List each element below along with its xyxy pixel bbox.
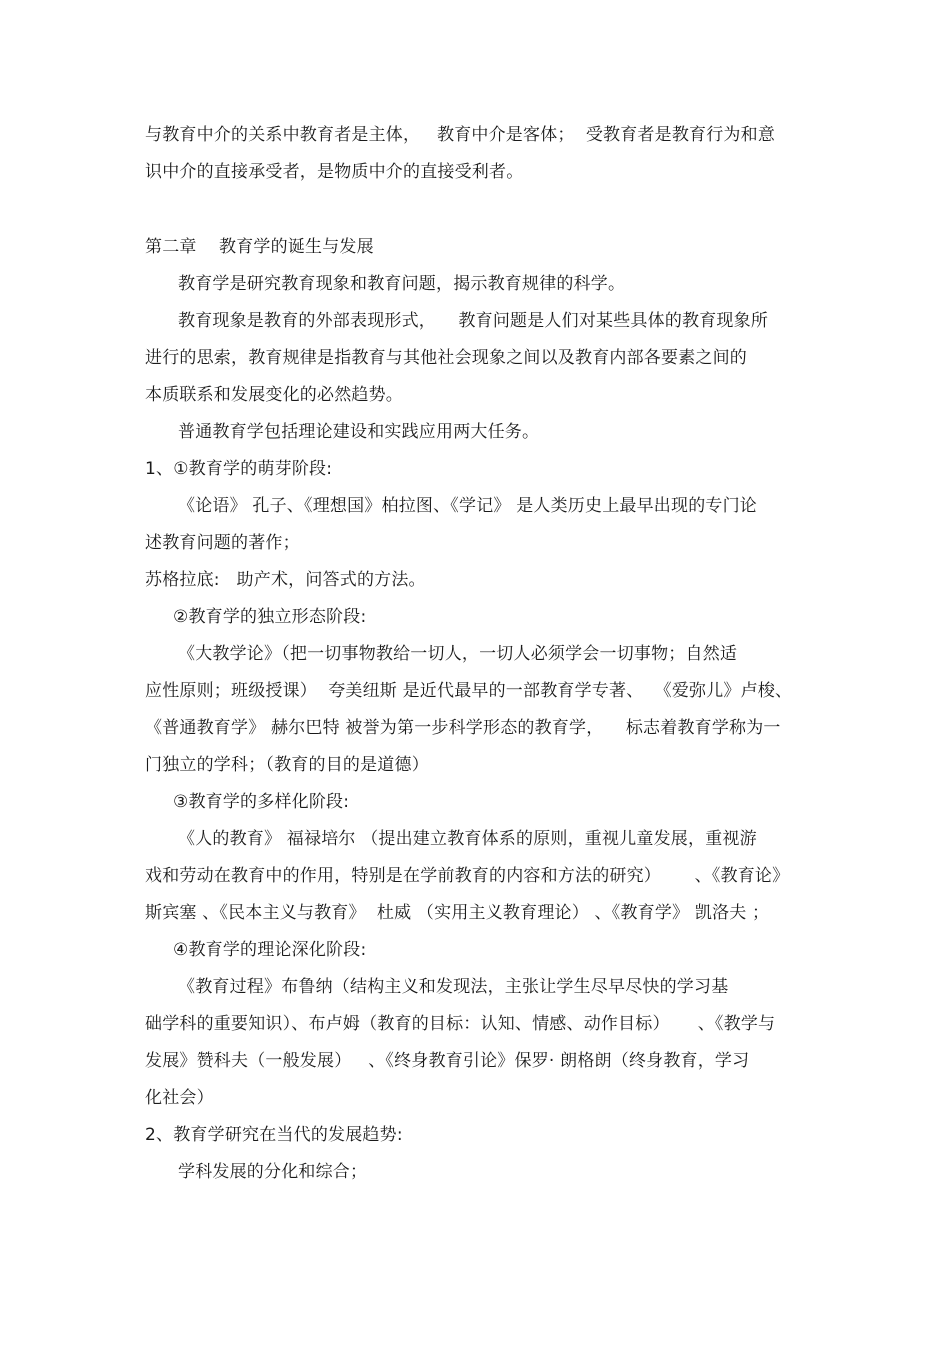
section-heading: 2、教育学研究在当代的发展趋势: [145,1125,403,1145]
paragraph-line: 《普通教育学》 赫尔巴特 被誉为第一步科学形态的教育学， 标志着教育学称为一 [145,718,781,738]
paragraph-line: 戏和劳动在教育中的作用，特别是在学前教育的内容和方法的研究） 、《教育论》 [145,866,790,886]
paragraph-line: 进行的思索，教育规律是指教育与其他社会现象之间以及教育内部各要素之间的 [145,348,747,368]
paragraph-line: 教育学是研究教育现象和教育问题，揭示教育规律的科学。 [178,274,626,294]
paragraph-line: 《人的教育》 福禄培尔 （提出建立教育体系的原则，重视儿童发展，重视游 [178,829,757,849]
paragraph-line: 与教育中介的关系中教育者是主体， 教育中介是客体； 受教育者是教育行为和意 [145,125,776,145]
chapter-heading: 第二章 教育学的诞生与发展 [145,237,374,257]
paragraph-line: 普通教育学包括理论建设和实践应用两大任务。 [178,422,540,442]
paragraph-line: 础学科的重要知识）、布卢姆（教育的目标：认知、情感、动作目标） 、《教学与 [145,1014,776,1034]
paragraph-line: 学科发展的分化和综合； [178,1162,368,1182]
section-heading: ③教育学的多样化阶段: [173,792,350,812]
paragraph-line: 述教育问题的著作； [145,533,300,553]
section-heading: 1、①教育学的萌芽阶段: [145,459,333,479]
paragraph-line: 斯宾塞 、《民本主义与教育》 杜威 （实用主义教育理论） 、《教育学》 凯洛夫 ； [145,903,770,923]
section-heading: ②教育学的独立形态阶段: [173,607,367,627]
section-heading: ④教育学的理论深化阶段: [173,940,367,960]
paragraph-line: 《大教学论》（把一切事物教给一切人，一切人必须学会一切事物；自然适 [178,644,738,664]
paragraph-line: 识中介的直接承受者，是物质中介的直接受利者。 [145,162,524,182]
paragraph-line: 门独立的学科；（教育的目的是道德） [145,755,429,775]
paragraph-line: 教育现象是教育的外部表现形式， 教育问题是人们对某些具体的教育现象所 [178,311,769,331]
paragraph-line: 《论语》 孔子、《理想国》柏拉图、《学记》 是人类历史上最早出现的专门论 [178,496,758,516]
paragraph-line: 《教育过程》布鲁纳（结构主义和发现法，主张让学生尽早尽快的学习基 [178,977,729,997]
paragraph-line: 苏格拉底: 助产术，问答式的方法。 [145,570,426,590]
paragraph-line: 化社会） [145,1088,214,1108]
paragraph-line: 本质联系和发展变化的必然趋势。 [145,385,403,405]
paragraph-line: 发展》赞科夫（一般发展） 、《终身教育引论》保罗· 朗格朗（终身教育，学习 [145,1051,750,1071]
paragraph-line: 应性原则；班级授课） 夸美纽斯 是近代最早的一部教育学专著、 《爱弥儿》卢梭、 [145,681,793,701]
